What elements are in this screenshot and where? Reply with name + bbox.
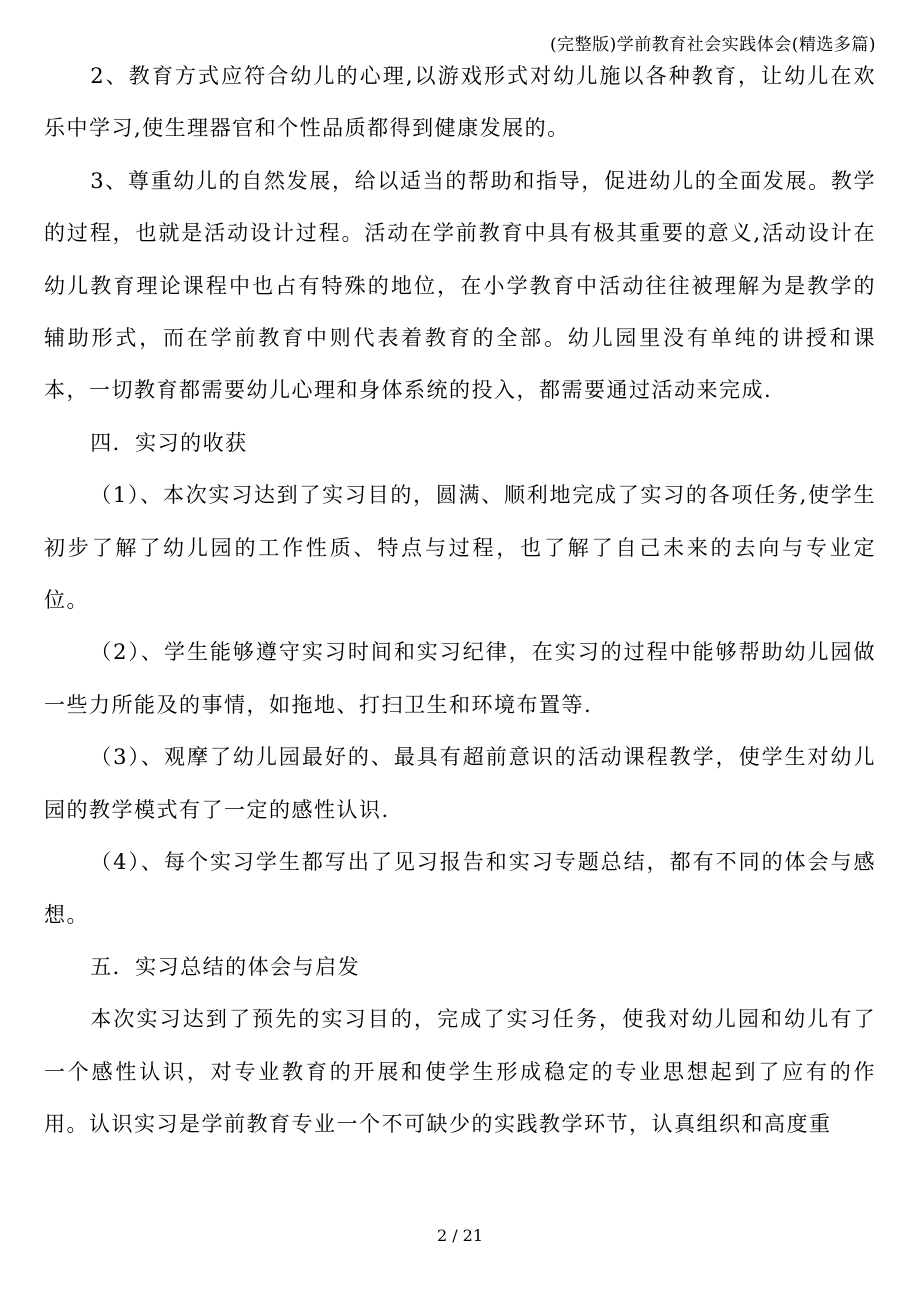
gain-item-4: （4）、每个实习学生都写出了见习报告和实习专题总结，都有不同的体会与感想。 — [44, 850, 876, 927]
page-number: 2 / 21 — [436, 1226, 484, 1245]
paragraph-item-2: 2、教育方式应符合幼儿的心理,以游戏形式对幼儿施以各种教育，让幼儿在欢乐中学习,使生理器官和个性品质都得到健康发展的。 — [44, 64, 876, 141]
document-header-title: (完整版)学前教育社会实践体会(精选多篇) — [549, 35, 876, 55]
summary-paragraph: 本次实习达到了预先的实习目的，完成了实习任务，使我对幼儿园和幼儿有了一个感性认识，对专业教育的开展和使学生形成稳定的专业思想起到了应有的作用。认识实习是学前教育专业一个不可缺少的实践教学环节，认真组织和高度重 — [44, 1007, 876, 1137]
document-body — [44, 50, 876, 1151]
gain-item-1: （1）、本次实习达到了实习目的，圆满、顺利地完成了实习的各项任务,使学生初步了解了幼儿园的工作性质、特点与过程，也了解了自己未来的去向与专业定位。 — [44, 483, 876, 613]
section-heading-4: 四．实习的收获 — [90, 430, 248, 455]
section-heading-5: 五．实习总结的体会与启发 — [90, 954, 361, 979]
gain-item-2: （2）、学生能够遵守实习时间和实习纪律，在实习的过程中能够帮助幼儿园做一些力所能及的事情，如拖地、打扫卫生和环境布置等. — [44, 640, 876, 717]
paragraph-item-3: 3、尊重幼儿的自然发展，给以适当的帮助和指导，促进幼儿的全面发展。教学的过程，也就是活动设计过程。活动在学前教育中具有极其重要的意义,活动设计在幼儿教育理论课程中也占有特殊的地位，在小学教育中活动往往被理解为是教学的辅助形式，而在学前教育中则代表着教育的全部。幼儿园里没有单纯的讲授和课本，一切教育都需要幼儿心理和身体系统的投入，都需要通过活动来完成. — [44, 168, 876, 403]
gain-item-3: （3）、观摩了幼儿园最好的、最具有超前意识的活动课程教学，使学生对幼儿园的教学模式有了一定的感性认识. — [44, 745, 876, 822]
